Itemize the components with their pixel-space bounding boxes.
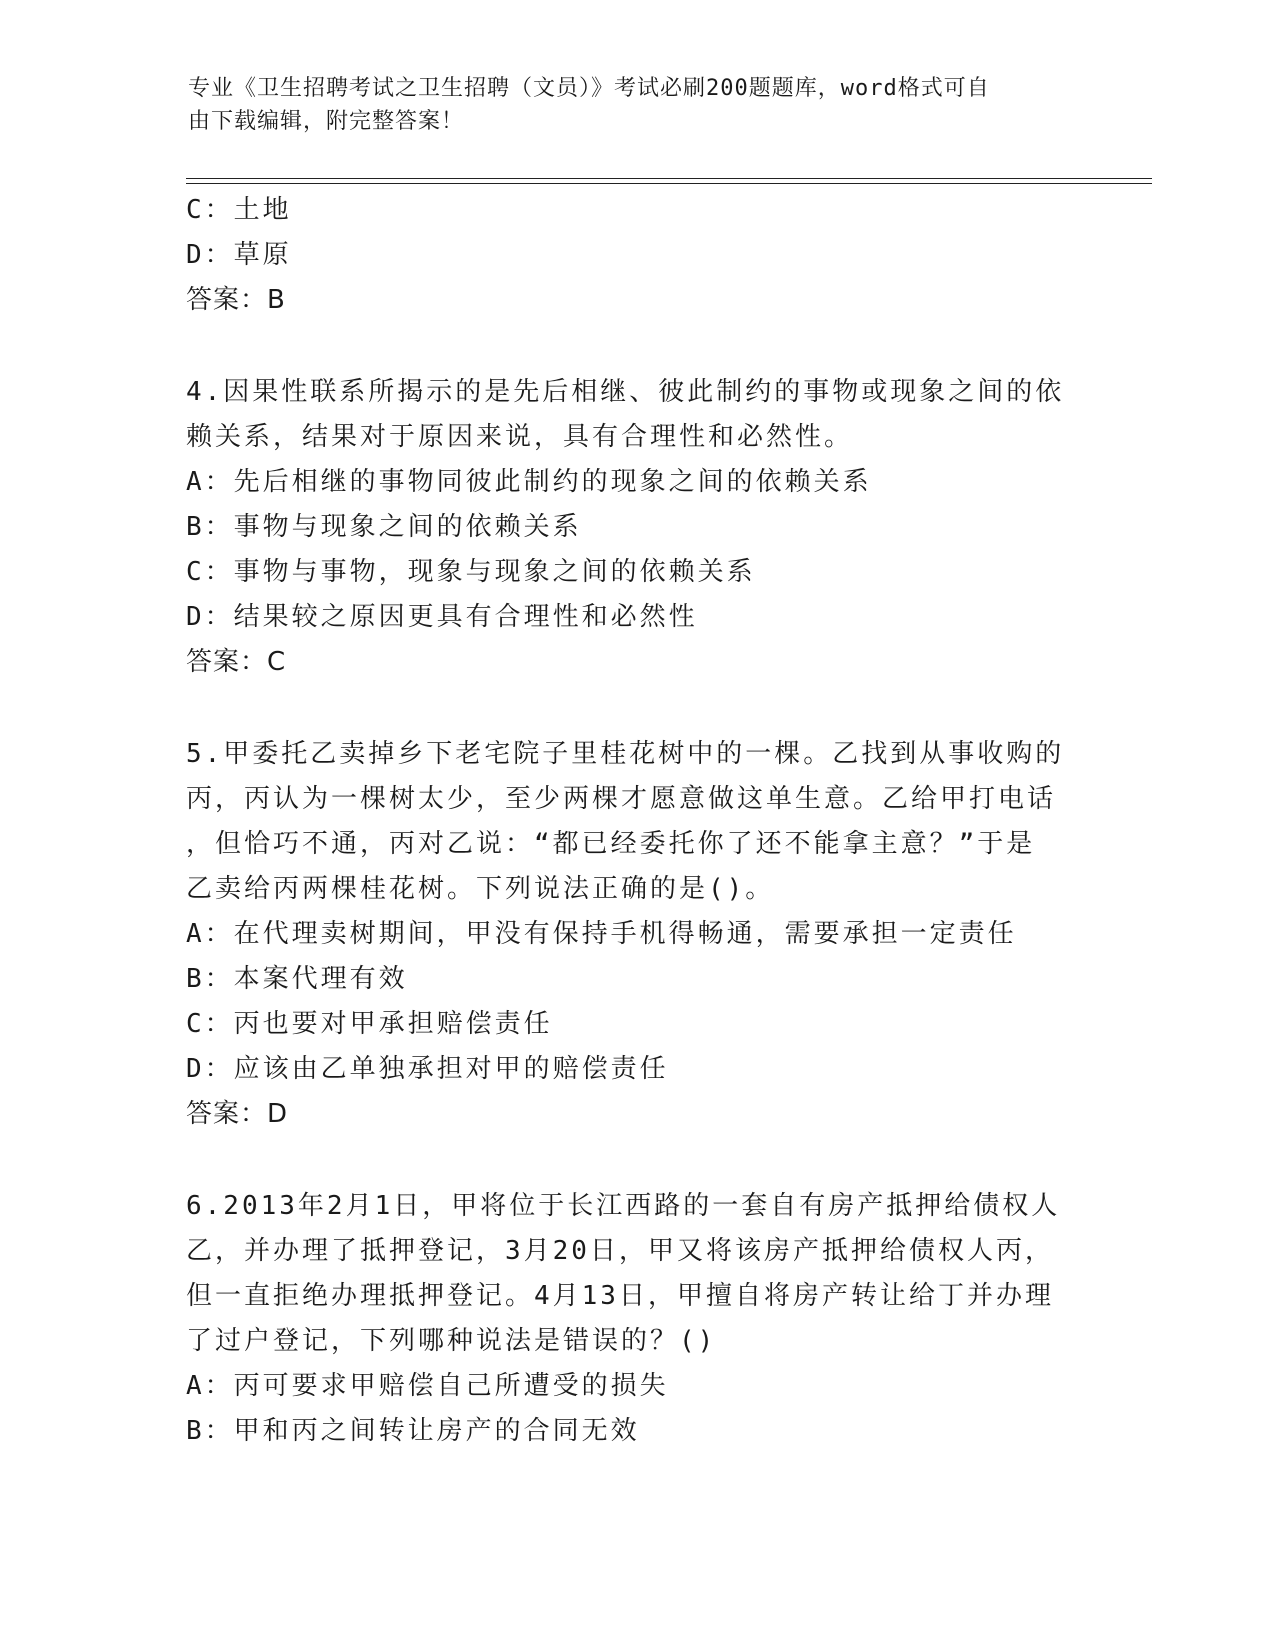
option-a: A：先后相继的事物同彼此制约的现象之间的依赖关系 <box>186 467 872 497</box>
question-text-line: 乙卖给丙两棵桂花树。下列说法正确的是()。 <box>186 874 775 904</box>
option-a: A：在代理卖树期间，甲没有保持手机得畅通，需要承担一定责任 <box>186 919 1017 949</box>
option-c: C：丙也要对甲承担赔偿责任 <box>186 1009 553 1039</box>
question-text-line: 赖关系，结果对于原因来说，具有合理性和必然性。 <box>186 422 854 452</box>
question-text-line: 了过户登记，下列哪种说法是错误的？() <box>186 1326 717 1356</box>
prev-question <box>186 188 1066 323</box>
spacer <box>186 1137 1066 1184</box>
spacer <box>186 685 1066 732</box>
header-line-2: 由下载编辑，附完整答案！ <box>188 109 465 134</box>
option-a: A：丙可要求甲赔偿自己所遭受的损失 <box>186 1371 669 1401</box>
option-c: C：土地 <box>186 195 292 225</box>
answer-line: 答案：C <box>186 647 287 677</box>
option-b: B：甲和丙之间转让房产的合同无效 <box>186 1416 640 1446</box>
option-d: D：草原 <box>186 240 292 270</box>
option-b: B：本案代理有效 <box>186 964 408 994</box>
document-body <box>186 188 1066 1454</box>
answer-line: 答案：D <box>186 1099 289 1129</box>
question-text-line: ，但恰巧不通，丙对乙说：“都已经委托你了还不能拿主意？”于是 <box>186 829 1036 859</box>
option-d: D：应该由乙单独承担对甲的赔偿责任 <box>186 1054 669 1084</box>
question-text-line: 乙，并办理了抵押登记，3月20日，甲又将该房产抵押给债权人丙， <box>186 1236 1054 1266</box>
question-text-line: 5.甲委托乙卖掉乡下老宅院子里桂花树中的一棵。乙找到从事收购的 <box>186 739 1065 769</box>
header-line-1: 专业《卫生招聘考试之卫生招聘（文员）》考试必刷200题题库，word格式可自 <box>188 76 990 101</box>
page-header <box>188 72 1068 138</box>
question-text-line: 4.因果性联系所揭示的是先后相继、彼此制约的事物或现象之间的依 <box>186 377 1065 407</box>
answer-line: 答案：B <box>186 285 286 315</box>
option-d: D：结果较之原因更具有合理性和必然性 <box>186 602 698 632</box>
question-6 <box>186 1184 1066 1454</box>
option-c: C：事物与事物，现象与现象之间的依赖关系 <box>186 557 756 587</box>
question-text-line: 6.2013年2月1日，甲将位于长江西路的一套自有房产抵押给债权人 <box>186 1191 1061 1221</box>
question-text-line: 但一直拒绝办理抵押登记。4月13日，甲擅自将房产转让给丁并办理 <box>186 1281 1054 1311</box>
option-b: B：事物与现象之间的依赖关系 <box>186 512 582 542</box>
question-text-line: 丙，丙认为一棵树太少，至少两棵才愿意做这单生意。乙给甲打电话 <box>186 784 1057 814</box>
question-4 <box>186 370 1066 685</box>
header-rule-bottom <box>186 183 1152 184</box>
header-rule-top <box>186 178 1152 179</box>
spacer <box>186 323 1066 370</box>
question-5 <box>186 732 1066 1137</box>
